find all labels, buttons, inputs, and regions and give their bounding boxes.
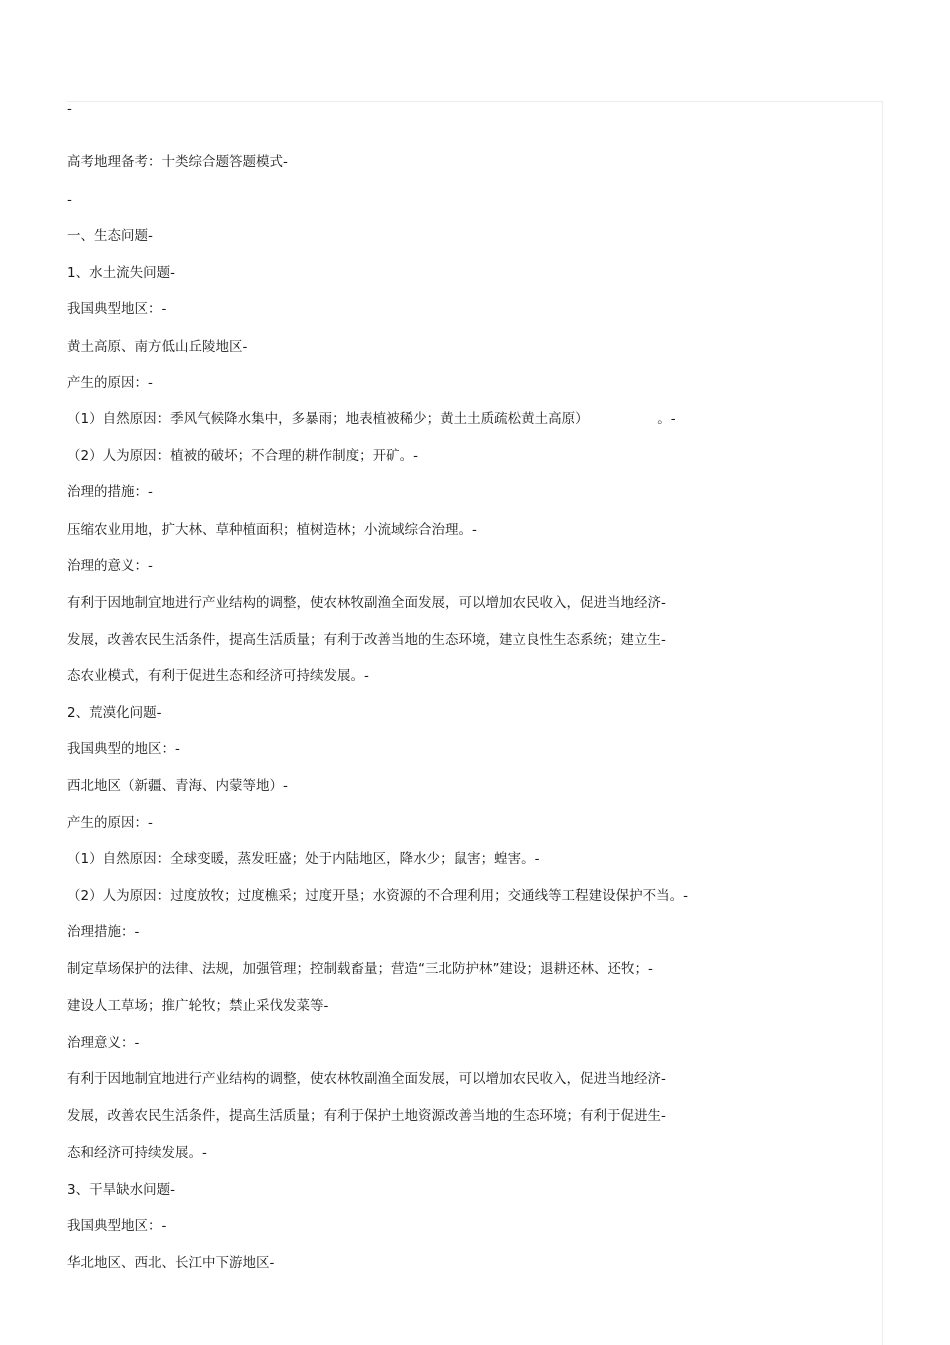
text-line: 治理的意义：- — [67, 558, 153, 574]
text-line: 黄土高原、南方低山丘陵地区- — [67, 339, 248, 355]
text-line: 治理措施：- — [67, 924, 140, 940]
text-line: 华北地区、西北、长江中下游地区- — [67, 1255, 275, 1271]
text-line: 我国典型的地区：- — [67, 741, 180, 757]
text-line: 我国典型地区：- — [67, 301, 167, 317]
subsection-heading: 3、干旱缺水问题- — [67, 1182, 175, 1198]
text-line: 态和经济可持续发展。- — [67, 1145, 207, 1161]
text-line: 治理的措施：- — [67, 484, 153, 500]
text-line: - — [67, 101, 72, 117]
text-line: （1）自然原因：全球变暖，蒸发旺盛；处于内陆地区，降水少；鼠害；蝗害。- — [67, 851, 540, 867]
subsection-heading: 1、水土流失问题- — [67, 265, 175, 281]
text-line: 产生的原因：- — [67, 815, 153, 831]
document-title: 高考地理备考：十类综合题答题模式- — [67, 154, 288, 170]
text-line: 压缩农业用地，扩大林、草种植面积；植树造林；小流域综合治理。- — [67, 522, 477, 538]
text-line: 有利于因地制宜地进行产业结构的调整，使农林牧副渔全面发展，可以增加农民收入，促进当地经济- — [67, 1071, 666, 1087]
text-line: 有利于因地制宜地进行产业结构的调整，使农林牧副渔全面发展，可以增加农民收入，促进当地经济- — [67, 595, 666, 611]
text-line: 我国典型地区：- — [67, 1218, 167, 1234]
text-line: 态农业模式，有利于促进生态和经济可持续发展。- — [67, 668, 369, 684]
text-line: 制定草场保护的法律、法规，加强管理；控制载畜量；营造“三北防护林”建设；退耕还林、还牧；- — [67, 961, 653, 977]
text-line: 建设人工草场；推广轮牧；禁止采伐发菜等- — [67, 998, 329, 1014]
text-line: （2）人为原因：植被的破坏；不合理的耕作制度；开矿。- — [67, 448, 418, 464]
text-line: - — [67, 192, 72, 208]
text-line: 发展，改善农民生活条件，提高生活质量；有利于保护土地资源改善当地的生态环境；有利于促进生- — [67, 1108, 666, 1124]
text-line: 产生的原因：- — [67, 375, 153, 391]
text-line: 发展，改善农民生活条件，提高生活质量；有利于改善当地的生态环境，建立良性生态系统；建立生- — [67, 632, 666, 648]
text-line: （2）人为原因：过度放牧；过度樵采；过度开垦；水资源的不合理利用；交通线等工程建设保护不当。- — [67, 888, 688, 904]
subsection-heading: 2、荒漠化问题- — [67, 705, 162, 721]
section-heading: 一、生态问题- — [67, 228, 153, 244]
text-line: （1）自然原因：季风气候降水集中，多暴雨；地表植被稀少；黄土土质疏松黄土高原） 。- — [67, 411, 676, 427]
text-line: 西北地区（新疆、青海、内蒙等地）- — [67, 778, 288, 794]
text-line: 治理意义：- — [67, 1035, 140, 1051]
